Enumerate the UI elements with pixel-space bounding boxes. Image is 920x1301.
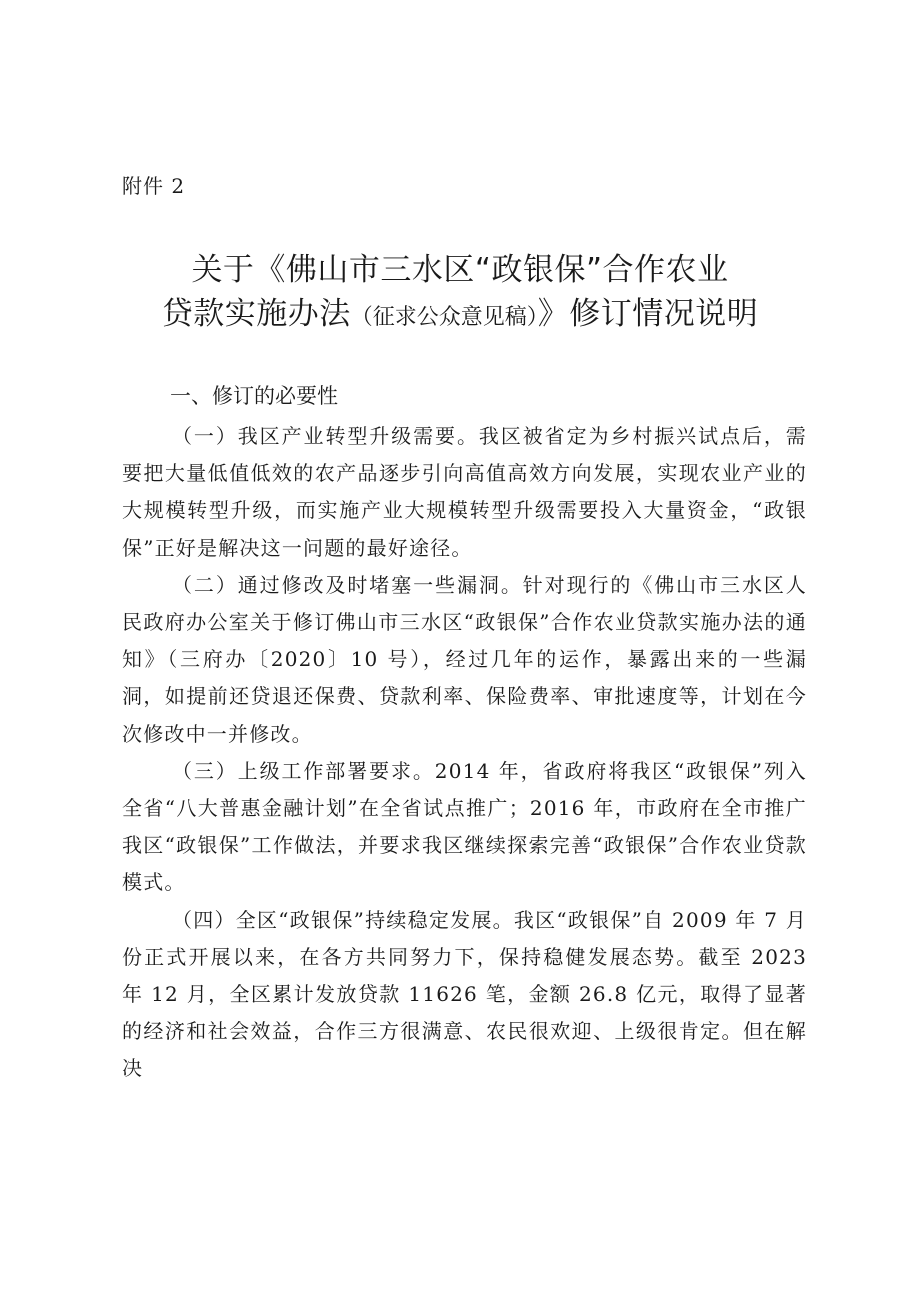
title-tail: 》修订情况说明 bbox=[537, 296, 759, 332]
paragraph-2: （二）通过修改及时堵塞一些漏洞。针对现行的《佛山市三水区人民政府办公室关于修订佛山市三水区“政银保”合作农业贷款实施办法的通知》（三府办〔2020〕10 号），经过几年的运作，暴露出来的一些漏洞，如提前还贷退还保费、贷款利率、保险费率、审批速度等，计划在今次修改中一并修改。 bbox=[122, 572, 807, 746]
title-main: 贷款实施办法 bbox=[161, 296, 351, 332]
paragraph-1: （一）我区产业转型升级需要。我区被省定为乡村振兴试点后，需要把大量低值低效的农产品逐步引向高值高效方向发展，实现农业产业的大规模转型升级，而实施产业大规模转型升级需要投入大量资金，“政银保”正好是解决这一问题的最好途径。 bbox=[122, 424, 807, 560]
title-draft-note: （征求公众意见稿） bbox=[350, 305, 538, 330]
paragraph-4: （四）全区“政银保”持续稳定发展。我区“政银保”自 2009 年 7 月份正式开展以来，在各方共同努力下，保持稳健发展态势。截至 2023 年 12 月，全区累计发放贷款 11626 笔，金额 26.8 亿元，取得了显著的经济和社会效益，合作三方很满意、农民很欢迎、上级很肯定。但在解决 bbox=[122, 907, 807, 1081]
section-heading: 一、修订的必要性 bbox=[170, 384, 338, 408]
document-title-line-2 bbox=[0, 288, 920, 333]
body-text bbox=[122, 418, 807, 1088]
attachment-label: 附件 2 bbox=[122, 174, 186, 198]
paragraph-3: （三）上级工作部署要求。2014 年，省政府将我区“政银保”列入全省“八大普惠金融计划”在全省试点推广；2016 年，市政府在全市推广我区“政银保”工作做法，并要求我区继续探索完善“政银保”合作农业贷款模式。 bbox=[122, 758, 807, 895]
document-title-line-1: 关于《佛山市三水区“政银保”合作农业 bbox=[191, 252, 729, 288]
